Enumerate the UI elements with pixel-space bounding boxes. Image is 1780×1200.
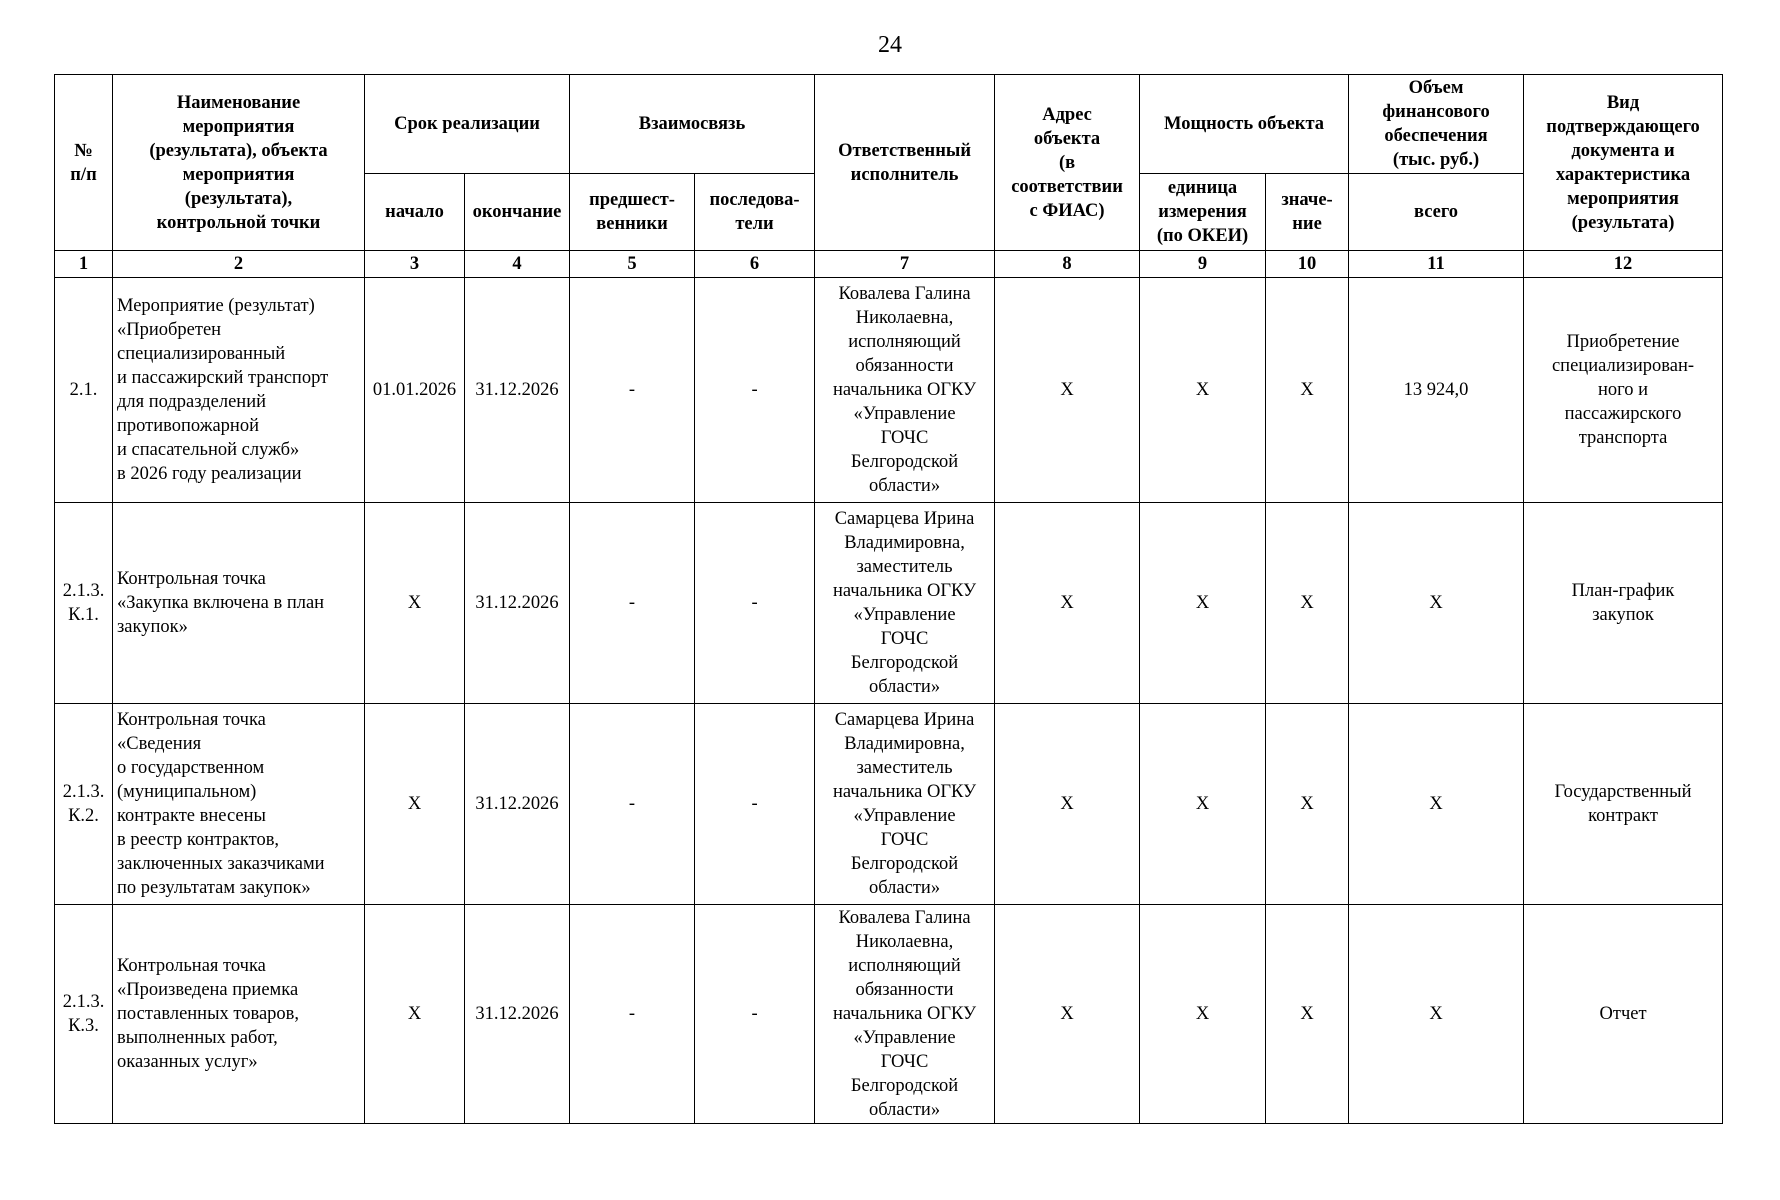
header-address: Адрес объекта (в соответствии с ФИАС) xyxy=(995,75,1140,251)
header-num: № п/п xyxy=(55,75,113,251)
row-prev: - xyxy=(570,503,695,704)
row-value: X xyxy=(1266,278,1349,503)
header-name: Наименование мероприятия (результата), объекта мероприятия (результата), контрольной точки xyxy=(113,75,365,251)
row-doc: План-график закупок xyxy=(1524,503,1723,704)
table-row xyxy=(55,704,1723,905)
header-capacity: Мощность объекта xyxy=(1140,75,1349,174)
row-finance: X xyxy=(1349,503,1524,704)
row-executor: Ковалева Галина Николаевна, исполняющий обязанности начальника ОГКУ «Управление ГОЧС Белгородской области» xyxy=(815,905,995,1124)
row-end: 31.12.2026 xyxy=(465,503,570,704)
column-number: 9 xyxy=(1140,251,1266,278)
header-capacity-unit: единица измерения (по ОКЕИ) xyxy=(1140,174,1266,251)
row-next: - xyxy=(695,503,815,704)
row-finance: 13 924,0 xyxy=(1349,278,1524,503)
header-finance-total: всего xyxy=(1349,174,1524,251)
row-finance: X xyxy=(1349,905,1524,1124)
row-num: 2.1.3. К.2. xyxy=(55,704,113,905)
header-period-start: начало xyxy=(365,174,465,251)
table-row xyxy=(55,278,1723,503)
header-relation-prev: предшест- венники xyxy=(570,174,695,251)
row-prev: - xyxy=(570,905,695,1124)
row-value: X xyxy=(1266,905,1349,1124)
row-prev: - xyxy=(570,704,695,905)
header-period: Срок реализации xyxy=(365,75,570,174)
column-number: 8 xyxy=(995,251,1140,278)
row-doc: Государственный контракт xyxy=(1524,704,1723,905)
activities-table xyxy=(54,74,1723,1124)
column-number: 4 xyxy=(465,251,570,278)
row-num: 2.1. xyxy=(55,278,113,503)
column-number: 11 xyxy=(1349,251,1524,278)
row-num: 2.1.3. К.3. xyxy=(55,905,113,1124)
row-unit: X xyxy=(1140,905,1266,1124)
row-num: 2.1.3. К.1. xyxy=(55,503,113,704)
row-name: Контрольная точка «Произведена приемка поставленных товаров, выполненных работ, оказанных услуг» xyxy=(113,905,365,1124)
header-doc-type: Вид подтверждающего документа и характеристика мероприятия (результата) xyxy=(1524,75,1723,251)
row-end: 31.12.2026 xyxy=(465,278,570,503)
row-next: - xyxy=(695,278,815,503)
row-address: X xyxy=(995,503,1140,704)
row-end: 31.12.2026 xyxy=(465,704,570,905)
header-capacity-value: значе- ние xyxy=(1266,174,1349,251)
row-doc: Отчет xyxy=(1524,905,1723,1124)
page-number: 24 xyxy=(878,32,902,58)
row-executor: Самарцева Ирина Владимировна, заместитель начальника ОГКУ «Управление ГОЧС Белгородской области» xyxy=(815,704,995,905)
column-number: 7 xyxy=(815,251,995,278)
row-unit: X xyxy=(1140,278,1266,503)
row-executor: Самарцева Ирина Владимировна, заместитель начальника ОГКУ «Управление ГОЧС Белгородской области» xyxy=(815,503,995,704)
column-number: 10 xyxy=(1266,251,1349,278)
row-address: X xyxy=(995,704,1140,905)
row-name: Мероприятие (результат) «Приобретен специализированный и пассажирский транспорт для подразделений противопожарной и спасательной служб» в 2026 году реализации xyxy=(113,278,365,503)
row-name: Контрольная точка «Сведения о государственном (муниципальном) контракте внесены в реестр контрактов, заключенных заказчиками по результатам закупок» xyxy=(113,704,365,905)
column-number: 3 xyxy=(365,251,465,278)
header-relation: Взаимосвязь xyxy=(570,75,815,174)
row-value: X xyxy=(1266,704,1349,905)
row-name: Контрольная точка «Закупка включена в план закупок» xyxy=(113,503,365,704)
table-row xyxy=(55,503,1723,704)
column-number: 5 xyxy=(570,251,695,278)
row-value: X xyxy=(1266,503,1349,704)
column-number: 2 xyxy=(113,251,365,278)
column-number: 1 xyxy=(55,251,113,278)
row-start: X xyxy=(365,905,465,1124)
header-executor: Ответственный исполнитель xyxy=(815,75,995,251)
row-finance: X xyxy=(1349,704,1524,905)
row-start: 01.01.2026 xyxy=(365,278,465,503)
row-address: X xyxy=(995,278,1140,503)
row-executor: Ковалева Галина Николаевна, исполняющий обязанности начальника ОГКУ «Управление ГОЧС Белгородской области» xyxy=(815,278,995,503)
header-finance: Объем финансового обеспечения (тыс. руб.) xyxy=(1349,75,1524,174)
column-number: 6 xyxy=(695,251,815,278)
row-address: X xyxy=(995,905,1140,1124)
row-end: 31.12.2026 xyxy=(465,905,570,1124)
table-row xyxy=(55,905,1723,1124)
row-next: - xyxy=(695,905,815,1124)
row-start: X xyxy=(365,704,465,905)
header-relation-next: последова- тели xyxy=(695,174,815,251)
row-doc: Приобретение специализирован- ного и пассажирского транспорта xyxy=(1524,278,1723,503)
column-number: 12 xyxy=(1524,251,1723,278)
header-period-end: окончание xyxy=(465,174,570,251)
row-next: - xyxy=(695,704,815,905)
row-start: X xyxy=(365,503,465,704)
row-unit: X xyxy=(1140,704,1266,905)
row-unit: X xyxy=(1140,503,1266,704)
row-prev: - xyxy=(570,278,695,503)
